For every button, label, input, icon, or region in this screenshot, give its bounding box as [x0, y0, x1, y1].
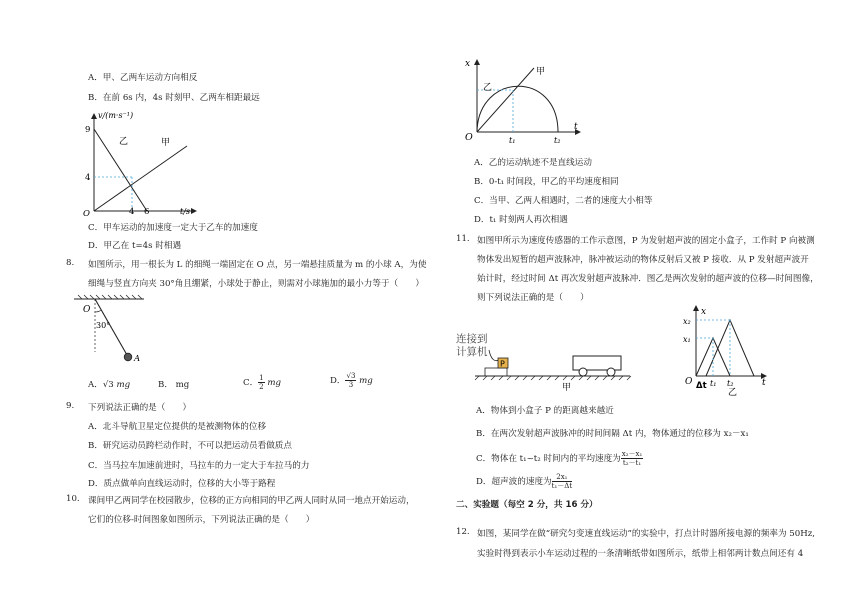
q11-option-c [476, 450, 643, 467]
q7-option-d: D．甲乙在 t=4s 时相遇 [88, 241, 182, 251]
q7-option-b: B．在前 6s 内，4s 时刻甲、乙两车相距最远 [88, 93, 260, 103]
vt-origin: O [83, 209, 90, 219]
q8-c-prefix: C． [243, 378, 259, 388]
q8-option-c [243, 374, 281, 391]
q8-c-num: 1 [259, 374, 264, 382]
q8-option-a [88, 378, 130, 390]
ceiling-hatching [78, 295, 142, 299]
q8-a-radical: √3 [102, 380, 114, 390]
ball-a [124, 353, 132, 361]
q8-a-prefix: A． [88, 380, 103, 390]
q10-option-c: C．当甲、乙两人相遇时，二者的速度大小相等 [474, 196, 653, 206]
pulse-xlabel: t [762, 378, 766, 388]
q12-stem-line1: 如图，某同学在做“研究匀变速直线运动”的实验中，打点计时器所接电源的频率为 50Hz, [477, 529, 815, 539]
pulse-tick-t2: t₂ [727, 379, 734, 388]
vt-label-jia: 甲 [161, 138, 171, 148]
q11-stem-line4: 则下列说法正确的是（ ） [477, 293, 589, 303]
q9-option-d: D．质点做单向直线运动时，位移的大小等于路程 [88, 479, 276, 489]
q8-stem-line1: 如图所示，用一根长为 L 的细绳一端固定在 O 点，另一端悬挂质量为 m 的小球 A，为使 [88, 260, 427, 270]
q8-d-unit: mg [356, 376, 373, 386]
xt-label-jia: 甲 [536, 67, 546, 77]
sensor-box-p-label: P [500, 359, 505, 369]
sensor-cable [489, 350, 499, 361]
q9-option-b: B．研究运动员跨栏动作时，不可以把运动员看做质点 [88, 441, 292, 451]
q11-stem-line1: 如图甲所示为速度传感器的工作示意图，P 为发射超声波的固定小盒子，工作时 P 向被测 [477, 236, 815, 246]
q8-stem-line2: 细绳与竖直方向夹 30°角且绷紧，小球处于静止，则需对小球施加的最小力等于（ ） [88, 279, 424, 289]
cart-body [573, 356, 621, 370]
q9-option-c: C．当马拉车加速前进时，马拉车的力一定大于车拉马的力 [88, 461, 310, 471]
pulse-tick-dt: Δt [696, 381, 707, 391]
pendulum-angle: 30° [96, 321, 111, 330]
xt-origin: O [465, 132, 473, 143]
pulse-graph [670, 300, 780, 396]
q8-c-unit: mg [264, 378, 282, 388]
q9-stem: 下列说法正确的是（ ） [88, 403, 192, 413]
sensor-caption-jia: 甲 [562, 383, 572, 393]
cart-wheel-left [579, 368, 587, 376]
xt-curve-yi [477, 86, 558, 132]
q11-stem-line2: 物体发出短暂的超声波脉冲，脉冲被运动的物体反射后又被 P 接收．从 P 发射超声波开 [477, 255, 809, 265]
q11-c-den: t₂－t₁ [622, 459, 642, 467]
ground-hatching [475, 376, 631, 380]
vt-tick-9: 9 [85, 125, 91, 135]
q8-d-num: √3 [346, 372, 356, 380]
q11-c-num: x₂－x₁ [621, 450, 643, 458]
xt-label-yi: 乙 [483, 83, 493, 93]
q8-c-den: 2 [259, 383, 264, 391]
sensor-stand [485, 368, 507, 376]
xt-xlabel: t [574, 122, 578, 132]
sensor-label-line2: 计算机 [456, 346, 488, 358]
vt-xlabel: t/s [180, 207, 191, 216]
xt-graph [458, 52, 588, 148]
q10-option-b: B．0-t₁ 时间段，甲乙的平均速度相同 [474, 177, 619, 187]
pendulum-o: O [83, 305, 91, 315]
q8-option-d [330, 372, 373, 389]
q10-option-d: D．t₁ 时刻两人再次相遇 [474, 215, 568, 225]
pulse-origin: O [685, 377, 693, 387]
q11-d-prefix: D．超声波的速度为 [476, 477, 552, 487]
pulse-tick-x1: x₁ [683, 335, 691, 344]
q9-number: 9. [66, 401, 75, 411]
q8-option-b: B． mg [158, 380, 190, 390]
q11-option-d [476, 473, 572, 490]
q12-stem-line2: 实验时得到表示小车运动过程的一条清晰纸带如图所示，纸带上相邻两计数点间还有 4 [477, 549, 804, 559]
q7-option-c: C．甲车运动的加速度一定大于乙车的加速度 [88, 223, 258, 233]
pendulum-ball-label: A [134, 354, 141, 364]
q10-number: 10. [66, 494, 80, 504]
angle-arc [95, 310, 101, 312]
xt-ylabel: x [465, 59, 471, 69]
q11-c-prefix: C．物体在 t₁~t₂ 时间内的平均速度为 [476, 454, 621, 464]
pendulum-figure [70, 294, 150, 370]
section-heading-experiment: 二、实验题（每空 2 分，共 16 分） [456, 500, 598, 510]
xt-tick-t2: t₂ [554, 136, 561, 145]
pulse-caption-yi: 乙 [728, 388, 738, 398]
pulse-tick-t1: t₁ [710, 379, 717, 388]
sensor-figure [455, 330, 655, 392]
xt-line-jia [477, 68, 534, 132]
q8-d-den: 3 [348, 381, 354, 389]
q7-option-a: A．甲、乙两车运动方向相反 [88, 73, 198, 83]
q9-option-a: A．北斗导航卫星定位提供的是被测物体的位移 [88, 422, 267, 432]
q8-a-unit: mg [113, 380, 131, 390]
vt-ylabel: v/(m·s⁻¹) [98, 111, 134, 120]
pulse-tick-x2: x₂ [683, 317, 691, 326]
sensor-label-line1: 连接到 [456, 333, 488, 345]
q11-option-a: A．物体到小盒子 P 的距离越来越近 [476, 406, 614, 416]
q11-d-num: 2x₁ [552, 473, 573, 482]
vt-tick-4x: 4 [129, 207, 135, 217]
q10-stem-line1: 课间甲乙两同学在校园散步，位移的正方向相同的甲乙两人同时从同一地点开始运动， [88, 496, 415, 506]
vt-tick-6: 6 [144, 207, 150, 217]
q11-stem-line3: 始计时，经过时间 Δt 再次发射超声波脉冲．图乙是两次发射的超声波的位移—时间图像， [477, 274, 819, 284]
vt-graph [80, 108, 210, 218]
vt-label-yi: 乙 [119, 137, 129, 147]
q8-d-prefix: D． [330, 376, 346, 386]
q12-number: 12. [456, 527, 470, 537]
q8-number: 8. [66, 258, 75, 268]
q11-number: 11. [456, 234, 470, 244]
q11-option-b: B．在两次发射超声波脉冲的时间间隔 Δt 内，物体通过的位移为 x₂－x₁ [476, 429, 749, 439]
q10-option-a: A．乙的运动轨迹不是直线运动 [474, 158, 592, 168]
xt-tick-t1: t₁ [509, 136, 516, 145]
q11-d-den: t₁－Δt [551, 482, 573, 490]
q10-stem-line2: 它们的位移-时间图象如图所示，下列说法正确的是（ ） [88, 515, 315, 525]
cart-wheel-right [607, 368, 615, 376]
pulse-ylabel: x [701, 307, 707, 317]
vt-tick-4y: 4 [85, 173, 91, 183]
